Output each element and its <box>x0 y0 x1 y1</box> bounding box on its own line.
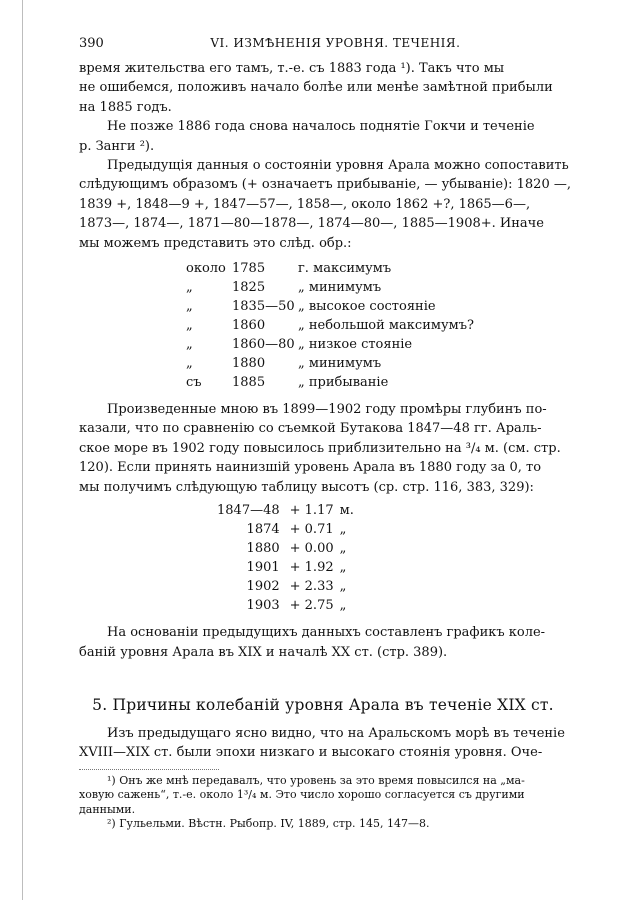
paragraph-4 <box>79 400 567 497</box>
table-row <box>186 316 474 335</box>
table-cell: съ <box>186 375 202 391</box>
table-cell: 1874 <box>246 522 280 538</box>
text-line: Изъ предыдущаго ясно видно, что на Аральскомъ морѣ въ теченіе <box>107 725 565 741</box>
table-cell: около <box>186 261 226 277</box>
table-cell: „ <box>186 299 193 315</box>
page-spine-line <box>22 0 23 900</box>
text-line: р. Занги ²). <box>79 138 155 154</box>
table-cell: 1860—80 <box>232 337 295 353</box>
table-cell: „ низкое стояніе <box>298 337 413 353</box>
section-heading: 5. Причины колебаній уровня Арала въ теченіе XIX ст. <box>92 695 554 714</box>
table-row <box>217 520 354 539</box>
table-cell: + 1.92 <box>289 560 334 576</box>
footnote-1 <box>79 774 567 818</box>
table-cell: „ <box>339 579 347 595</box>
text-line: мы можемъ представить это слѣд. обр.: <box>79 235 352 251</box>
table-row <box>186 354 474 373</box>
text-line: 1839 +, 1848—9 +, 1847—57—, 1858—, около 1862 +?, 1865—6—, <box>79 196 531 212</box>
text-line: время жительства его тамъ, т.-е. съ 1883 года ¹). Такъ что мы <box>79 61 505 76</box>
table-cell: „ <box>186 356 193 372</box>
table-cell: „ небольшой максимумъ? <box>298 318 474 334</box>
footnote-2 <box>79 817 567 832</box>
table-row <box>217 539 354 558</box>
page-header <box>79 36 567 51</box>
table-cell: „ минимумъ <box>298 280 382 296</box>
table-row <box>217 596 354 615</box>
table-cell: „ высокое состояніе <box>298 299 436 315</box>
table-cell: 1902 <box>246 579 280 595</box>
table-cell: „ <box>339 598 347 614</box>
table-cell: + 1.17 <box>289 503 334 519</box>
text-line: слѣдующимъ образомъ (+ означаетъ прибываніе, — убываніе): 1820 —, <box>79 177 571 193</box>
text-line: казали, что по сравненію со съемкой Бутакова 1847—48 гг. Араль- <box>79 421 542 437</box>
text-line: 120). Если принять наинизшій уровень Арала въ 1880 году за 0, то <box>79 460 542 476</box>
text-line: на 1885 годъ. <box>79 99 172 115</box>
table-cell: 1880 <box>246 541 280 557</box>
text-line: ское море въ 1902 году повысилось приблизительно на ³/₄ м. (см. стр. <box>79 440 561 456</box>
table-cell: 1880 <box>232 356 266 372</box>
table-row <box>186 335 474 354</box>
table-cell: м. <box>339 503 354 519</box>
table-row <box>186 373 474 392</box>
table-cell: 1903 <box>246 598 280 614</box>
table-cell: „ прибываніе <box>298 375 389 391</box>
text-line: XVIII—XIX ст. были эпохи низкаго и высокаго стоянія уровня. Оче- <box>79 745 543 761</box>
table-cell: + 2.33 <box>289 579 334 595</box>
heights-table <box>217 501 354 615</box>
text-line: Произведенные мною въ 1899—1902 году промѣры глубинъ по- <box>107 402 547 418</box>
footnote-line: ¹) Онъ же мнѣ передавалъ, что уровень за это время повысился на „ма- <box>107 773 525 787</box>
text-line: 1873—, 1874—, 1871—80—1878—, 1874—80—, 1885—1908+. Иначе <box>79 216 544 232</box>
text-line: На основаніи предыдущихъ данныхъ составленъ графикъ коле- <box>107 625 546 641</box>
table-cell: „ <box>339 560 347 576</box>
table-row <box>217 577 354 596</box>
text-line: Не позже 1886 года снова началось поднятіе Гокчи и теченіе <box>107 119 535 135</box>
table-cell: 1847—48 <box>217 503 280 519</box>
running-title: VI. ИЗМѢНЕНІЯ УРОВНЯ. ТЕЧЕНІЯ. <box>210 36 461 50</box>
paragraph-3 <box>79 156 571 253</box>
text-line: Предыдущія данныя о состояніи уровня Арала можно сопоставить <box>107 158 569 174</box>
table-cell: „ <box>186 318 193 334</box>
table-cell: „ <box>339 541 347 557</box>
paragraph-1 <box>79 59 567 117</box>
text-line: баній уровня Арала въ XIX и началѣ XX ст. (стр. 389). <box>79 644 448 660</box>
table-cell: + 0.00 <box>289 541 334 557</box>
table-cell: 1825 <box>232 280 266 296</box>
table-cell: + 2.75 <box>289 598 334 614</box>
table-row <box>217 501 354 520</box>
table-row <box>217 558 354 577</box>
table-row <box>186 259 474 278</box>
table-cell: „ <box>186 337 193 353</box>
footnote-line: ²) Гульельми. Вѣстн. Рыбопр. IV, 1889, стр. 145, 147—8. <box>107 817 430 831</box>
table-cell: 1835—50 <box>232 299 295 315</box>
footnote-line: данными. <box>79 802 136 816</box>
table-row <box>186 278 474 297</box>
paragraph-6 <box>79 724 567 763</box>
table-cell: 1860 <box>232 318 266 334</box>
paragraph-5 <box>79 623 567 662</box>
text-line: мы получимъ слѣдующую таблицу высотъ (ср. стр. 116, 383, 329): <box>79 479 534 495</box>
table-cell: „ <box>339 522 347 538</box>
table-cell: 1885 <box>232 375 266 391</box>
table-row <box>186 297 474 316</box>
paragraph-2 <box>79 117 567 156</box>
table-cell: „ <box>186 280 193 296</box>
page-number: 390 <box>79 36 104 51</box>
table-cell: 1785 <box>232 261 266 277</box>
footnote-line: ховую сажень“, т.-е. около 1³/₄ м. Это число хорошо согласуется съ другими <box>79 788 525 802</box>
text-line: не ошибемся, положивъ начало болѣе или менѣе замѣтной прибыли <box>79 80 553 96</box>
level-states-table <box>186 259 474 392</box>
footnote-separator <box>79 769 219 770</box>
table-cell: + 0.71 <box>289 522 334 538</box>
table-cell: 1901 <box>246 560 280 576</box>
table-cell: г. максимумъ <box>298 261 392 277</box>
table-cell: „ минимумъ <box>298 356 382 372</box>
book-page <box>79 36 571 832</box>
